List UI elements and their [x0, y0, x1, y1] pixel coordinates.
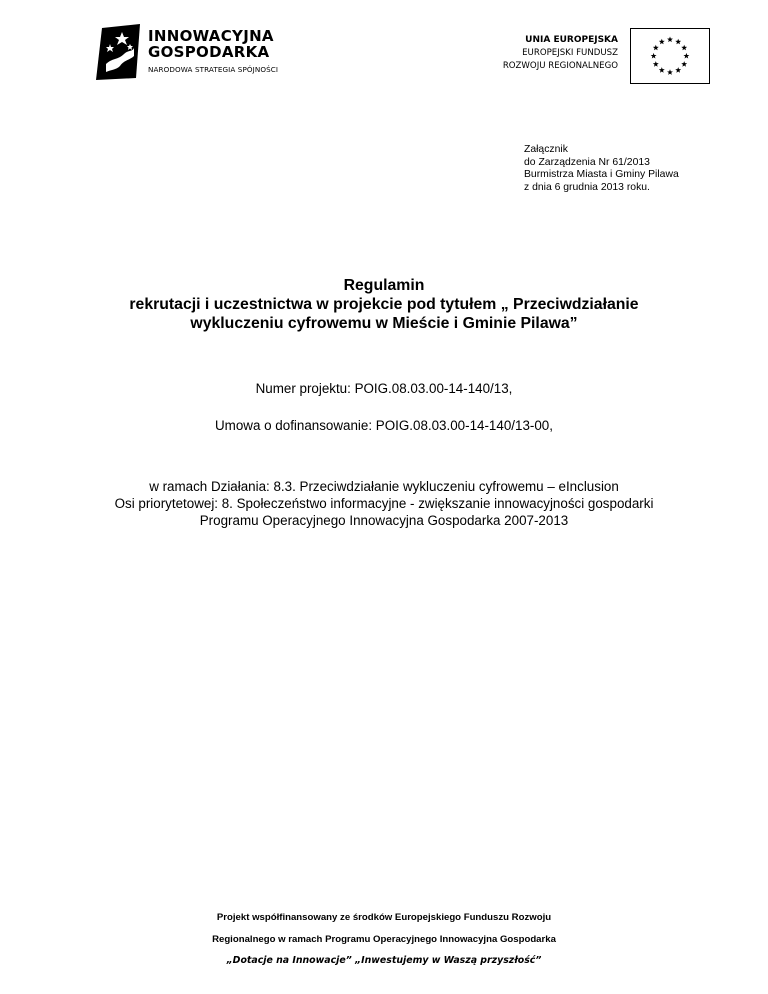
- eu-logo: [470, 28, 710, 88]
- eu-star-icon: [667, 69, 673, 75]
- eu-star-icon: [653, 61, 659, 67]
- eu-star-icon: [667, 37, 673, 43]
- eu-star-icon: [675, 67, 681, 73]
- eu-star-icon: [659, 39, 665, 45]
- eu-logo-line3: ROZWOJU REGIONALNEGO: [502, 61, 618, 71]
- footer-line2: Regionalnego w ramach Programu Operacyjnego Innowacyjna Gospodarka: [212, 934, 556, 945]
- project-number: Numer projektu: POIG.08.03.00-14-140/13,: [255, 381, 513, 396]
- eu-logo-text: [503, 34, 618, 73]
- eu-star-icon: [675, 39, 681, 45]
- eu-star-icon: [681, 45, 687, 51]
- annex-line1: Załącznik: [524, 144, 568, 155]
- title-line3: wykluczeniu cyfrowemu w Mieście i Gminie Pilawa”: [190, 315, 578, 332]
- program-context: [0, 478, 768, 529]
- eu-logo-line2: EUROPEJSKI FUNDUSZ: [522, 48, 618, 58]
- page-footer: [0, 907, 768, 966]
- annex-note: [524, 144, 679, 194]
- funding-agreement: Umowa o dofinansowanie: POIG.08.03.00-14-140/13-00,: [215, 418, 553, 433]
- footer-slogan: „Dotacje na Innowacje” „Inwestujemy w Waszą przyszłość”: [226, 955, 542, 966]
- annex-line3: Burmistrza Miasta i Gminy Pilawa: [524, 169, 679, 181]
- innowacyjna-gospodarka-mark-icon: [96, 24, 142, 80]
- logo-text-line3: NARODOWA STRATEGIA SPÓJNOŚCI: [148, 65, 279, 74]
- logo-text-line2: GOSPODARKA: [148, 43, 270, 61]
- eu-flag-icon: [630, 28, 710, 84]
- innowacyjna-gospodarka-logo: [96, 24, 286, 84]
- annex-line2: do Zarządzenia Nr 61/2013: [524, 156, 650, 168]
- eu-star-icon: [681, 61, 687, 67]
- title-line2: rekrutacji i uczestnictwa w projekcie pod tytułem „ Przeciwdziałanie: [129, 296, 639, 313]
- eu-logo-line1: UNIA EUROPEJSKA: [525, 35, 618, 45]
- title-line1: Regulamin: [343, 277, 425, 294]
- eu-star-icon: [651, 53, 657, 59]
- annex-line4: z dnia 6 grudnia 2013 roku.: [524, 181, 650, 193]
- eu-star-icon: [683, 53, 689, 59]
- document-title: [0, 276, 768, 333]
- logo-text-line1: INNOWACYJNA: [148, 27, 274, 45]
- eu-star-icon: [659, 67, 665, 73]
- context-line3: Programu Operacyjnego Innowacyjna Gospodarka 2007-2013: [199, 513, 569, 528]
- context-line1: w ramach Działania: 8.3. Przeciwdziałanie wykluczeniu cyfrowemu – eInclusion: [149, 479, 619, 494]
- eu-star-icon: [653, 45, 659, 51]
- footer-line1: Projekt współfinansowany ze środków Europejskiego Funduszu Rozwoju: [216, 912, 552, 923]
- context-line2: Osi priorytetowej: 8. Społeczeństwo informacyjne - zwiększanie innowacyjności gospodarki: [114, 496, 654, 511]
